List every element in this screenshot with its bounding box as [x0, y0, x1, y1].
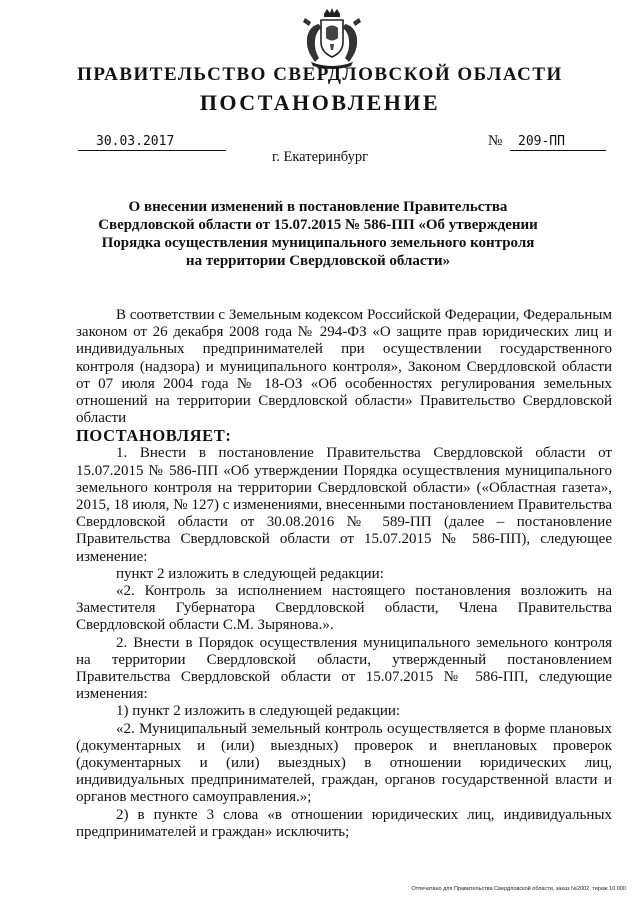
- item-2-subparagraph-1: 1) пункт 2 изложить в следующей редакции:: [116, 703, 401, 720]
- print-note: Отпечатано для Правительства Свердловской области, заказ №2002, тираж 10 000: [411, 886, 626, 892]
- coat-of-arms-emblem: [297, 8, 367, 70]
- document-body: [76, 307, 612, 841]
- document-type-title: ПОСТАНОВЛЕНИЕ: [199, 90, 441, 115]
- city-line: г. Екатеринбург: [271, 149, 369, 165]
- document-date: 30.03.2017: [78, 134, 226, 151]
- item-2-subparagraph-2: 2) в пункте 3 слова «в отношении юридических лиц, индивидуальных предпринимателей и граждан» исключить;: [76, 806, 612, 840]
- item-2-paragraph: 2. Внести в Порядок осуществления муниципального земельного контроля на территории Свердловской области, утвержденный постановлением Правительства Свердловской области от 15.07.2015 № 586-ПП, следующие изменения:: [76, 634, 612, 703]
- preamble-paragraph: В соответствии с Земельным кодексом Российской Федерации, Федеральным законом от 26 декабря 2008 года № 294-ФЗ «О защите прав юридических лиц и индивидуальных предпринимателей при осуществлении государственного контроля (надзора) и муниципального контроля», Законом Свердловской области от 07 июля 2004 года № 18-ОЗ «Об особенностях регулирования земельных отношений на территории Свердловской области» Правительство Свердловской области: [76, 307, 612, 427]
- item-1-subparagraph: пункт 2 изложить в следующей редакции:: [116, 565, 384, 582]
- resolve-heading: ПОСТАНОВЛЯЕТ:: [76, 426, 232, 446]
- item-1-quote: «2. Контроль за исполнением настоящего постановления возложить на Заместителя Губернатора Свердловской области, Члена Правительства Свердловской области С.М. Зырянова.».: [76, 583, 612, 634]
- number-label: №: [488, 133, 503, 149]
- item-1-paragraph: 1. Внести в постановление Правительства Свердловской области от 15.07.2015 № 586-ПП «Об утверждении Порядка осуществления муниципального земельного контроля на территории Свердловской области» («Областная газета», 2015, 18 июля, № 127) с изменениями, внесенными постановлением Правительства Свердловской области от 30.08.2016 № 589-ПП (далее – постановление Правительства Свердловской области от 15.07.2015 № 586-ПП), следующее изменение:: [76, 445, 612, 565]
- document-subject: О внесении изменений в постановление Правительства Свердловской области от 15.07.2015 № 586-ПП «Об утверждении Порядка осуществления муниципального земельного контроля на территории Свердловской области»: [98, 199, 538, 269]
- government-title: ПРАВИТЕЛЬСТВО СВЕРДЛОВСКОЙ ОБЛАСТИ: [77, 64, 563, 85]
- document-number: 209-ПП: [510, 134, 606, 151]
- item-2-quote: «2. Муниципальный земельный контроль осуществляется в форме плановых (документарных и (или) выездных) проверок и внеплановых проверок (документарных и (или) выездных) в отношении юридических лиц, индивидуальных предпринимателей, граждан, органов государственной власти и органов местного самоуправления.»;: [76, 720, 612, 806]
